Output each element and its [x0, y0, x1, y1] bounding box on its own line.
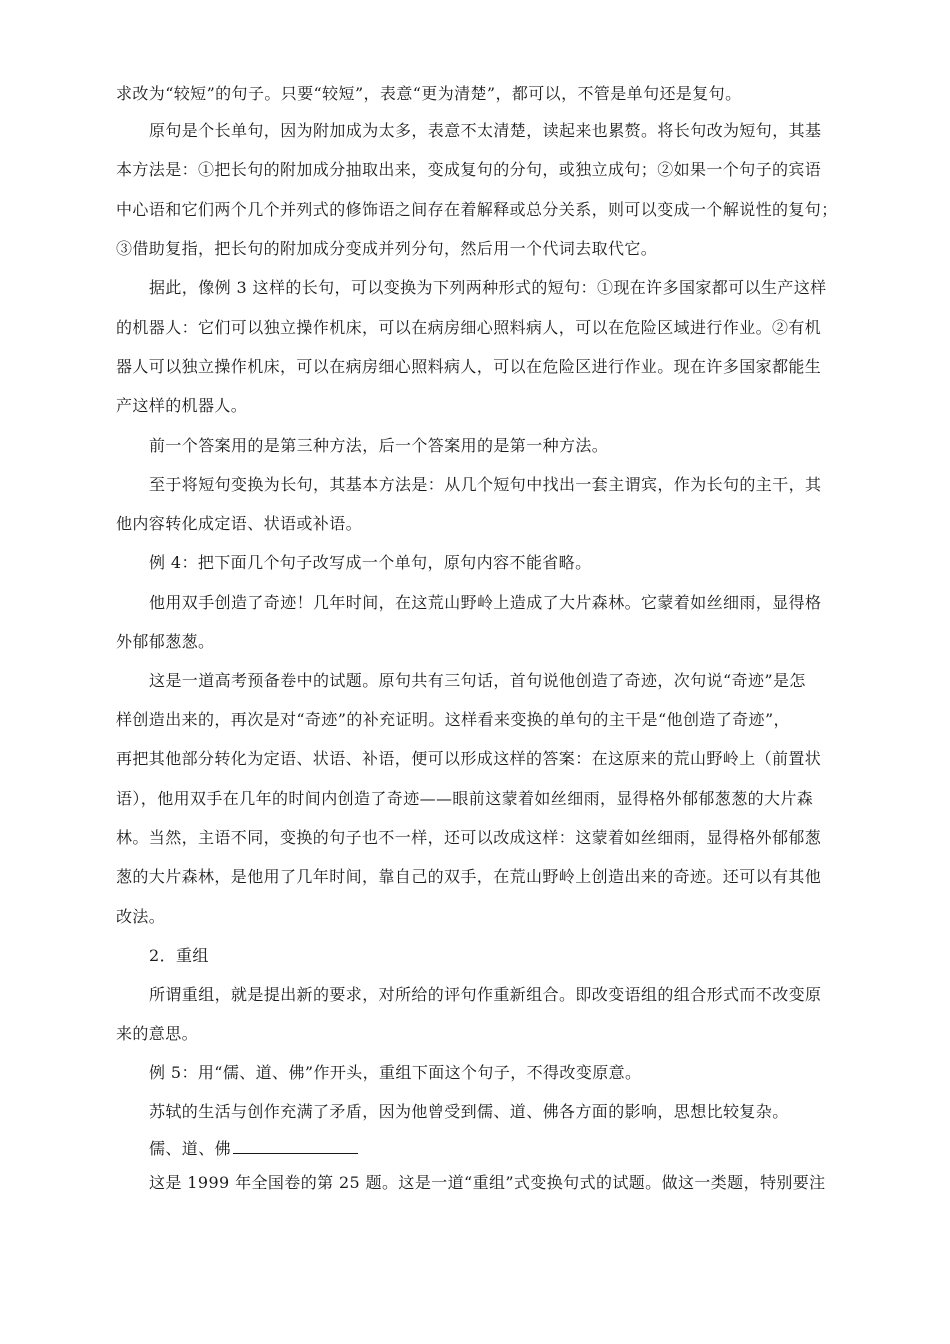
text-line: 中心语和它们两个几个并列式的修饰语之间存在着解释或总分关系，则可以变成一个解说性的复句； [116, 200, 838, 219]
paragraph-start: 前一个答案用的是第三种方法，后一个答案用的是第一种方法。 [149, 436, 609, 455]
text-line: 外郁郁葱葱。 [116, 632, 215, 651]
section-heading: 2．重组 [149, 946, 209, 965]
text-line: 本方法是：①把长句的附加成分抽取出来，变成复句的分句，或独立成句；②如果一个句子的宾语 [116, 160, 822, 179]
paragraph-start: 这是 1999 年全国卷的第 25 题。这是一道“重组”式变换句式的试题。做这一类题，特别要注 [149, 1173, 826, 1192]
paragraph-start: 至于将短句变换为长句，其基本方法是：从几个短句中找出一套主谓宾，作为长句的主干，其 [149, 475, 822, 494]
text-line: 再把其他部分转化为定语、状语、补语，便可以形成这样的答案：在这原来的荒山野岭上（前置状 [116, 749, 822, 768]
paragraph-start: 所谓重组，就是提出新的要求，对所给的评句作重新组合。即改变语组的组合形式而不改变原 [149, 985, 822, 1004]
answer-line [149, 1139, 889, 1159]
paragraph-start: 据此，像例 3 这样的长句，可以变换为下列两种形式的短句：①现在许多国家都可以生产这样 [149, 278, 827, 297]
text-line: 改法。 [116, 907, 166, 926]
text-line: 他内容转化成定语、状语或补语。 [116, 514, 363, 533]
text-line: 的机器人：它们可以独立操作机床，可以在病房细心照料病人，可以在危险区域进行作业。②有机 [116, 318, 822, 337]
text-line: 求改为“较短”的句子。只要“较短”，表意“更为清楚”，都可以，不管是单句还是复句。 [116, 84, 742, 103]
text-line: 产这样的机器人。 [116, 396, 248, 415]
example-heading: 例 4：把下面几个句子改写成一个单句，原句内容不能省略。 [149, 553, 592, 572]
text-line: 林。当然，主语不同，变换的句子也不一样，还可以改成这样：这蒙着如丝细雨，显得格外郁郁葱 [116, 828, 822, 847]
paragraph-start: 他用双手创造了奇迹！几年时间，在这荒山野岭上造成了大片森林。它蒙着如丝细雨，显得格 [149, 593, 822, 612]
paragraph-start: 原句是个长单句，因为附加成为太多，表意不太清楚，读起来也累赘。将长句改为短句，其基 [149, 121, 822, 140]
answer-blank [233, 1139, 358, 1154]
answer-prefix: 儒、道、佛 [149, 1139, 232, 1158]
text-line: 语），他用双手在几年的时间内创造了奇迹——眼前这蒙着如丝细雨，显得格外郁郁葱葱的大片森 [116, 789, 814, 808]
example-heading: 例 5：用“儒、道、佛”作开头，重组下面这个句子，不得改变原意。 [149, 1063, 642, 1082]
text-line: 葱的大片森林，是他用了几年时间，靠自己的双手，在荒山野岭上创造出来的奇迹。还可以有其他 [116, 867, 822, 886]
paragraph-start: 这是一道高考预备卷中的试题。原句共有三句话，首句说他创造了奇迹，次句说“奇迹”是怎 [149, 671, 806, 690]
text-line: 来的意思。 [116, 1024, 199, 1043]
text-line: 器人可以独立操作机床，可以在病房细心照料病人，可以在危险区进行作业。现在许多国家都能生 [116, 357, 822, 376]
text-line: ③借助复指，把长句的附加成分变成并列分句，然后用一个代词去取代它。 [116, 239, 658, 258]
paragraph-start: 苏轼的生活与创作充满了矛盾，因为他曾受到儒、道、佛各方面的影响，思想比较复杂。 [149, 1102, 789, 1121]
text-line: 样创造出来的，再次是对“奇迹”的补充证明。这样看来变换的单句的主干是“他创造了奇迹”， [116, 710, 790, 729]
